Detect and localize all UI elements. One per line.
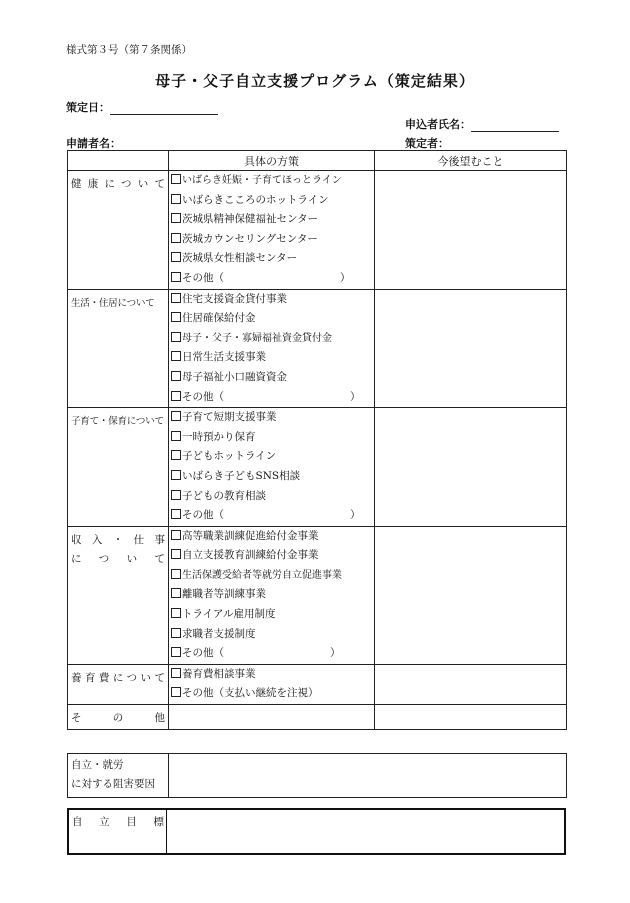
corner-cell [68,151,169,171]
checkbox[interactable] [171,569,181,579]
table-header-row [68,151,567,171]
method-item-label: 一時預かり保育 [182,430,256,443]
category-cell [68,664,169,704]
col-header-wish: 今後望むこと [375,151,567,171]
method-item [169,625,374,645]
checkbox[interactable] [171,252,181,262]
method-item-label: 自立支援教育訓練給付金事業 [182,549,319,562]
wish-cell[interactable] [375,526,567,664]
method-item [169,290,374,310]
requester-field[interactable] [66,135,219,151]
method-item [169,230,374,250]
checkbox[interactable] [171,490,181,500]
checkbox[interactable] [171,470,181,480]
checkbox[interactable] [171,391,181,401]
method-item [169,428,374,448]
checkbox[interactable] [171,608,181,618]
checkbox[interactable] [171,174,181,184]
method-item [169,447,374,467]
date-label: 策定日： [66,101,110,114]
section-row [68,289,567,408]
checkbox[interactable] [171,293,181,303]
category-label: 収入・仕事 [71,533,165,546]
goal-label-text: 自立目標 [72,816,164,828]
method-item [169,309,374,329]
checkbox[interactable] [171,194,181,204]
method-item-label: その他（支払い継続を注視） [182,687,319,700]
category-label: 養育費について [71,671,165,684]
method-item [169,665,374,685]
category-cell [68,171,169,290]
obstacle-label-line1: 自立・就労 [71,759,124,771]
method-item-label: 子育て短期支援事業 [182,411,277,424]
requester-label: 申請者名： [66,137,121,150]
goal-table [67,808,566,855]
applicant-label: 申込者氏名： [405,118,471,131]
method-item [169,388,374,408]
checkbox[interactable] [171,332,181,342]
close-paren: ） [330,647,341,660]
checkbox[interactable] [171,450,181,460]
method-item-label: 求職者支援制度 [182,627,256,640]
planner-field[interactable] [405,135,559,151]
obstacle-label-line2: に対する阻害要因 [71,778,155,790]
method-item [169,408,374,428]
section-row [68,664,567,704]
checkbox[interactable] [171,530,181,540]
checkbox[interactable] [171,312,181,322]
category-label: その他 [71,712,165,725]
planner-label: 策定者： [405,137,449,150]
checkbox[interactable] [171,549,181,559]
method-cell [169,171,375,290]
checkbox[interactable] [171,272,181,282]
method-item-label: 子どもホットライン [182,450,277,463]
section-row [68,705,567,730]
method-item [169,467,374,487]
method-item-label: 子どもの教育相談 [182,489,266,502]
obstacle-input[interactable] [169,754,567,798]
obstacle-label [68,754,169,798]
method-item-label: 日常生活支援事業 [182,351,266,364]
method-item [169,546,374,566]
checkbox[interactable] [171,687,181,697]
goal-label [68,809,166,854]
close-paren: ） [350,509,361,522]
checkbox[interactable] [171,233,181,243]
method-item-label: 生活保護受給者等就労自立促進事業 [182,569,342,581]
method-item [169,191,374,211]
method-item [169,605,374,625]
method-item [169,171,374,191]
applicant-input-line[interactable] [471,119,559,132]
close-paren: ） [350,390,361,403]
col-header-method: 具体の方策 [169,151,375,171]
checkbox[interactable] [171,668,181,678]
method-item [169,368,374,388]
method-item [169,585,374,605]
goal-input[interactable] [166,809,565,854]
method-cell [169,664,375,704]
category-cell [68,705,169,730]
method-item-label: その他（ [182,509,224,522]
date-field[interactable] [66,99,218,115]
applicant-field[interactable] [405,116,559,132]
method-item-label: いばらき妊娠・子育てほっとライン [182,175,342,186]
date-input-line[interactable] [110,102,218,115]
method-item-label: 茨城県精神保健福祉センター [182,213,319,226]
method-item-label: 母子・父子・寡婦福祉資金貸付金 [182,332,332,344]
method-item [169,329,374,349]
category-cell [68,526,169,664]
method-item-label: 離職者等訓練事業 [182,588,266,601]
method-item [169,527,374,547]
checkbox[interactable] [171,431,181,441]
category-label: 生活・住居について [71,297,155,309]
wish-cell[interactable] [375,408,567,527]
checkbox[interactable] [171,509,181,519]
method-item-label: 高等職業訓練促進給付金事業 [182,529,319,542]
method-item-label: いばらき子どもSNS相談 [182,469,301,482]
method-item-label: トライアル雇用制度 [182,608,276,621]
method-item [169,269,374,289]
section-row [68,408,567,527]
method-item-label: 茨城県女性相談センター [182,252,298,265]
wish-cell[interactable] [375,289,567,408]
checkbox[interactable] [171,213,181,223]
method-item-label: 住宅支援資金貸付事業 [182,292,287,305]
category-label: 健康について [71,178,165,190]
method-item-label: 母子福祉小口融資資金 [182,370,287,383]
obstacle-table [67,753,567,798]
method-cell [169,408,375,527]
method-item-label: その他（ [182,647,224,660]
method-item-label: その他（ [182,390,224,403]
program-table [67,150,567,730]
method-item [169,684,374,704]
wish-cell[interactable] [375,705,567,730]
category-cell [68,408,169,527]
checkbox[interactable] [171,647,181,657]
method-item-label: 養育費相談事業 [182,667,256,680]
method-item [169,249,374,269]
method-item [169,566,374,586]
page-title: 母子・父子自立支援プログラム（策定結果） [155,72,475,90]
checkbox[interactable] [171,351,181,361]
method-item [169,348,374,368]
checkbox[interactable] [171,588,181,598]
category-cell [68,289,169,408]
close-paren: ） [340,271,351,284]
method-item[interactable] [169,705,374,725]
checkbox[interactable] [171,411,181,421]
category-label: について [71,553,165,566]
method-item [169,487,374,507]
method-item-label: いばらきこころのホットライン [182,193,329,206]
wish-cell[interactable] [375,664,567,704]
method-item-label: 住居確保給付金 [182,312,256,325]
method-cell [169,526,375,664]
section-row [68,526,567,664]
method-cell [169,289,375,408]
checkbox[interactable] [171,371,181,381]
method-item [169,644,374,664]
method-item-label: 茨城カウンセリングセンター [182,232,318,245]
method-cell [169,705,375,730]
section-row [68,171,567,290]
method-item [169,210,374,230]
wish-cell[interactable] [375,171,567,290]
method-item-label: その他（ [182,271,224,284]
method-item [169,506,374,526]
form-number: 様式第３号（第７条関係） [66,44,192,56]
checkbox[interactable] [171,628,181,638]
category-label: 子育て・保育について [71,416,164,428]
